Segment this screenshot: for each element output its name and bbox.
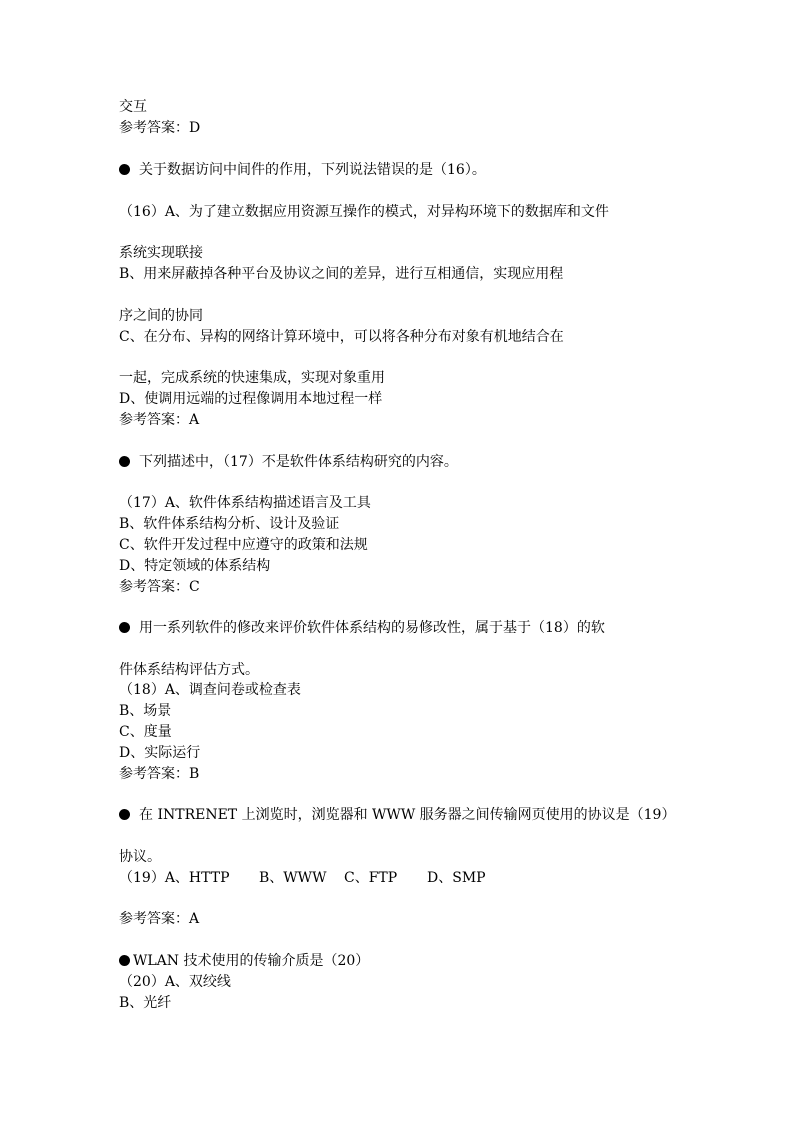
question-16-option-c-cont: 一起，完成系统的快速集成，实现对象重用 bbox=[119, 370, 385, 386]
question-19-option-d: D、SMP bbox=[427, 870, 486, 886]
question-18-option-c: C、度量 bbox=[119, 724, 172, 740]
question-18-answer: 参考答案：B bbox=[119, 766, 200, 782]
question-17-option-b: B、软件体系结构分析、设计及验证 bbox=[119, 516, 340, 532]
question-16-option-a-cont: 系统实现联接 bbox=[119, 245, 203, 261]
question-19-option-c: C、FTP bbox=[344, 870, 398, 886]
question-16-option-a: （16）A、为了建立数据应用资源互操作的模式，对异构环境下的数据库和文件 bbox=[119, 204, 609, 220]
question-19-option-b: B、WWW bbox=[259, 870, 327, 886]
bullet-icon bbox=[119, 955, 130, 966]
question-19-stem-cont: 协议。 bbox=[119, 849, 161, 865]
bullet-icon bbox=[119, 164, 130, 175]
previous-answer: 参考答案：D bbox=[119, 120, 201, 136]
question-16-option-c: C、在分布、异构的网络计算环境中，可以将各种分布对象有机地结合在 bbox=[119, 329, 564, 345]
question-19-options bbox=[119, 868, 486, 888]
question-18-option-d: D、实际运行 bbox=[119, 745, 201, 761]
question-19-answer: 参考答案：A bbox=[119, 911, 200, 927]
question-18-option-b: B、场景 bbox=[119, 703, 172, 719]
question-20-option-a: （20）A、双绞线 bbox=[119, 974, 231, 990]
question-17-option-c: C、软件开发过程中应遵守的政策和法规 bbox=[119, 537, 368, 553]
bullet-icon bbox=[119, 456, 130, 467]
question-19-option-a: （19）A、HTTP bbox=[119, 870, 230, 886]
question-16-option-b: B、用来屏蔽掉各种平台及协议之间的差异，进行互相通信，实现应用程 bbox=[119, 266, 564, 282]
previous-option-tail: 交互 bbox=[119, 99, 147, 115]
question-16-stem: 关于数据访问中间件的作用，下列说法错误的是（16）。 bbox=[119, 160, 486, 180]
question-17-answer: 参考答案：C bbox=[119, 579, 200, 595]
question-18-option-a: （18）A、调查问卷或检查表 bbox=[119, 682, 301, 698]
question-20-option-b: B、光纤 bbox=[119, 995, 172, 1011]
question-18-stem: 用一系列软件的修改来评价软件体系结构的易修改性，属于基于（18）的软 bbox=[119, 618, 605, 638]
question-17-stem: 下列描述中，（17）不是软件体系结构研究的内容。 bbox=[119, 452, 458, 472]
bullet-icon bbox=[119, 809, 130, 820]
question-20-stem: WLAN 技术使用的传输介质是（20） bbox=[119, 951, 369, 971]
question-16-option-d: D、使调用远端的过程像调用本地过程一样 bbox=[119, 391, 383, 407]
question-16-answer: 参考答案：A bbox=[119, 412, 200, 428]
question-18-stem-cont: 件体系结构评估方式。 bbox=[119, 662, 259, 678]
bullet-icon bbox=[119, 622, 130, 633]
question-17-option-d: D、特定领域的体系结构 bbox=[119, 558, 271, 574]
question-16-option-b-cont: 序之间的协同 bbox=[119, 308, 203, 324]
question-19-stem: 在 INTRENET 上浏览时，浏览器和 WWW 服务器之间传输网页使用的协议是（19） bbox=[119, 805, 675, 825]
question-17-option-a: （17）A、软件体系结构描述语言及工具 bbox=[119, 495, 371, 511]
